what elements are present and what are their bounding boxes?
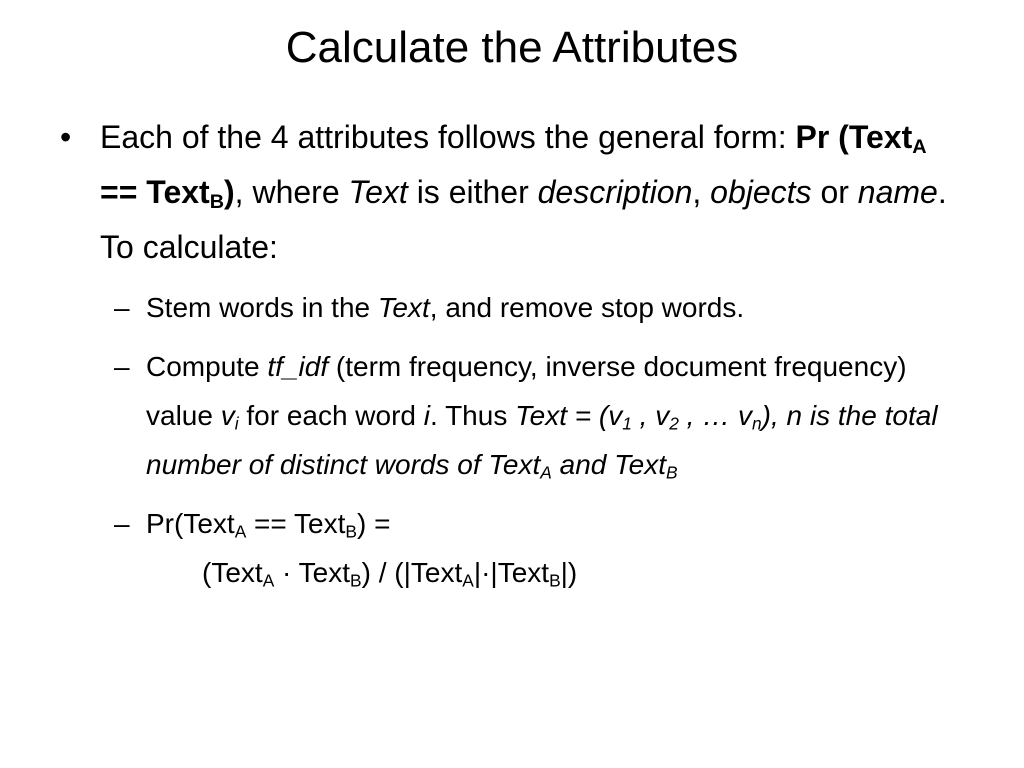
text-run: Stem words in the: [146, 292, 378, 323]
text-run: · Text: [274, 557, 351, 588]
subscript: n: [752, 413, 762, 434]
sub-bullet-compute-tfidf: [60, 342, 946, 489]
subscript: A: [262, 570, 275, 591]
dash-marker: –: [114, 292, 130, 323]
text-run: ): [224, 174, 235, 210]
italic-term: i: [423, 400, 431, 431]
subscript: A: [540, 462, 552, 483]
text-run: , … v: [678, 400, 753, 431]
subscript: A: [234, 521, 247, 542]
formula-rhs: [146, 548, 946, 597]
italic-term: tf_idf: [267, 351, 329, 382]
subscript: B: [209, 190, 225, 213]
italic-term: name: [857, 174, 938, 210]
subscript: B: [345, 521, 357, 542]
text-run: . To calculate:: [100, 174, 947, 265]
subscript: B: [350, 570, 362, 591]
formula-lhs: [146, 499, 946, 548]
text-run: |): [560, 557, 578, 588]
subscript: B: [666, 462, 678, 483]
bullet-general-form: [60, 110, 960, 275]
italic-term: v: [220, 400, 235, 431]
italic-term: objects: [710, 174, 812, 210]
text-run: for each word: [238, 400, 424, 431]
text-run: , v: [631, 400, 670, 431]
sub-bullet-probability-formula: [60, 499, 946, 597]
subscript: 2: [669, 413, 679, 434]
subscript: B: [549, 570, 561, 591]
text-run: [701, 174, 710, 210]
text-run: ,: [692, 174, 702, 210]
text-run: and Text: [551, 449, 667, 480]
sub-bullet-stem-words: [60, 283, 946, 332]
text-run: Compute: [146, 351, 268, 382]
dash-marker: –: [114, 351, 130, 382]
dash-marker: –: [114, 508, 130, 539]
text-run: Pr(Text: [146, 508, 235, 539]
italic-term: Text: [377, 292, 430, 323]
text-run: (term frequency, inverse document frequency) value: [146, 351, 907, 431]
text-run: ) =: [356, 508, 391, 539]
italic-term: Text: [348, 174, 408, 210]
text-run: |·|Text: [473, 557, 550, 588]
subscript: i: [234, 413, 239, 434]
text-run: Text = (v: [515, 400, 623, 431]
text-run: is either: [407, 174, 538, 210]
text-run: ), n is the total number of distinct words of Text: [146, 400, 938, 480]
text-run: == Text: [246, 508, 346, 539]
subscript: A: [912, 135, 927, 158]
italic-term: description: [537, 174, 693, 210]
text-run: Each of the 4 attributes follows the general form:: [100, 119, 796, 155]
text-run: , where: [234, 174, 349, 210]
text-run: Pr (Text: [795, 119, 913, 155]
text-run: , and remove stop words.: [429, 292, 745, 323]
bullet-marker: •: [60, 119, 72, 155]
text-run: . Thus: [430, 400, 516, 431]
slide-title: Calculate the Attributes: [285, 23, 739, 72]
text-run: (Text: [202, 557, 263, 588]
text-run: == Text: [100, 174, 210, 210]
subscript: A: [462, 570, 474, 591]
text-run: or: [811, 174, 858, 210]
slide-body: [60, 110, 960, 597]
subscript: 1: [622, 413, 632, 434]
text-run: ) / (|Text: [361, 557, 463, 588]
